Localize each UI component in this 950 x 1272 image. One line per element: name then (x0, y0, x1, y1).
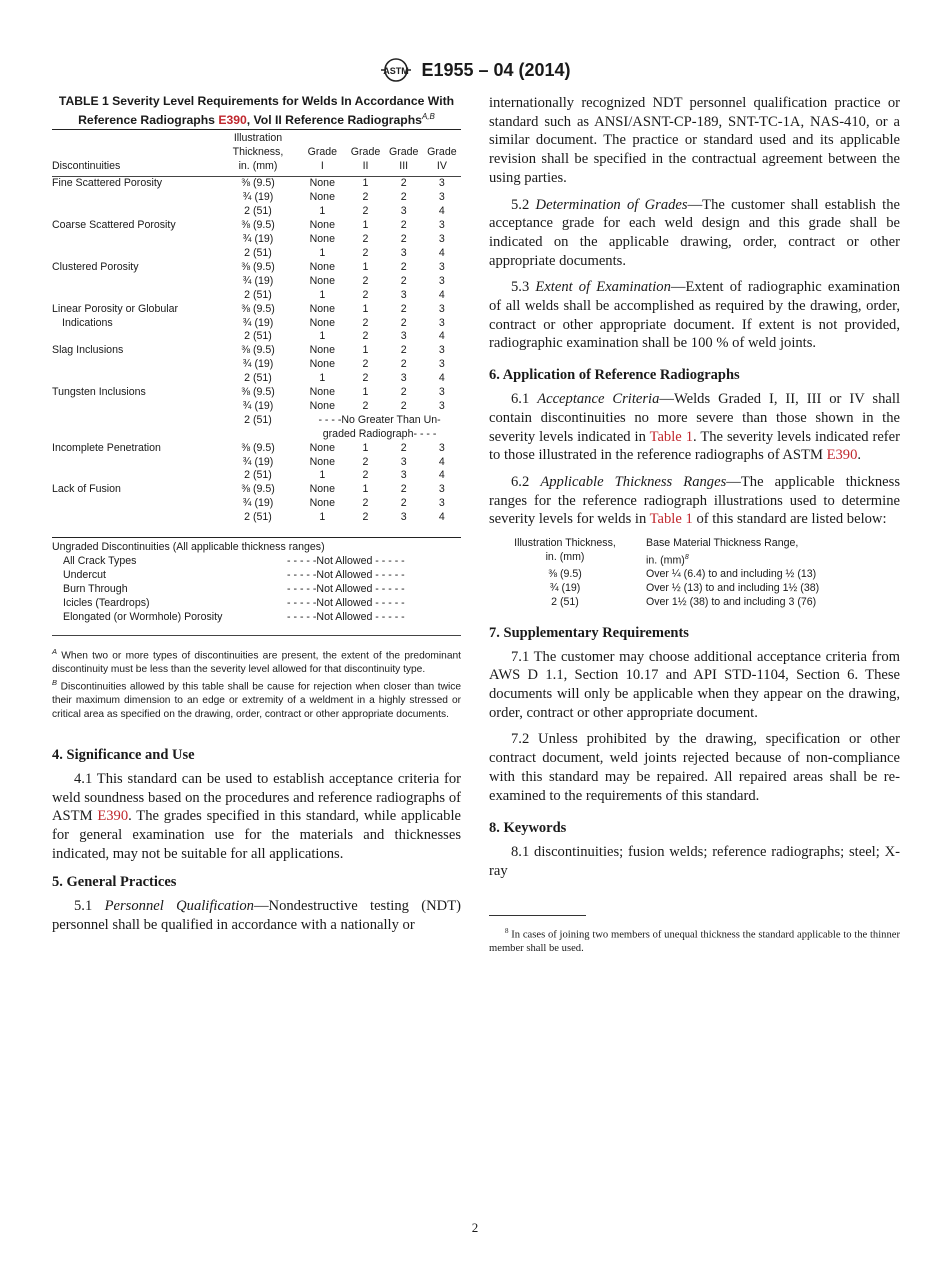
grade-3-value: 2 (400, 191, 407, 204)
ungraded-discontinuities (52, 537, 461, 635)
grade-4-value: 3 (438, 386, 445, 399)
discontinuity-name (52, 205, 218, 219)
grade-2-value: 2 (362, 330, 369, 343)
left-column (52, 94, 461, 935)
grade-1-value: 1 (319, 205, 326, 218)
grade-2-value: 2 (362, 205, 369, 218)
grade-3-value: 2 (400, 177, 407, 190)
grade-3-value: 2 (400, 483, 407, 496)
svg-text:ASTM: ASTM (383, 66, 410, 76)
grade-4-value: 3 (438, 177, 445, 190)
range-row: 2 (51) Over 1½ (38) to and including 3 (76) (551, 595, 817, 608)
table-row (52, 358, 461, 372)
grade-1-value: None (309, 191, 335, 204)
grade-1-value: 1 (319, 246, 326, 259)
table-row (52, 442, 461, 456)
discontinuity-name: Linear Porosity or Globular (52, 302, 179, 315)
table-row (52, 191, 461, 205)
grade-3-value: 2 (400, 302, 407, 315)
grade-4-value: 3 (438, 191, 445, 204)
section-6-heading: 6. Application of Reference Radiographs (489, 367, 740, 384)
col-grade-2: Grade II (346, 130, 384, 177)
illustration-thickness: ⅜ (9.5) (241, 260, 275, 273)
severity-table-body (52, 177, 461, 537)
illustration-thickness: 2 (51) (244, 330, 272, 343)
grade-4-value: 3 (438, 302, 445, 315)
grade-1-value: None (309, 219, 335, 232)
discontinuity-name (52, 330, 218, 344)
table-row (52, 483, 461, 497)
grade-4-value: 4 (438, 288, 445, 301)
table-row (52, 344, 461, 358)
astm-logo-icon (379, 55, 413, 85)
illustration-thickness: 2 (51) (244, 288, 272, 301)
grade-2-value: 2 (362, 316, 369, 329)
grade-3-value: 3 (400, 246, 407, 259)
grade-3-value: 3 (400, 372, 407, 385)
grade-2-value: 1 (362, 219, 369, 232)
e390-link[interactable]: E390 (826, 447, 858, 464)
table-row (52, 177, 461, 191)
grade-1-value: None (309, 274, 335, 287)
col-grade-1: Grade I (298, 130, 346, 177)
grade-3-value: 2 (400, 316, 407, 329)
discontinuity-name: Lack of Fusion (52, 483, 121, 496)
illustration-thickness: ⅜ (9.5) (241, 177, 275, 190)
discontinuity-name (52, 358, 218, 372)
grade-3-value: 3 (400, 469, 407, 482)
grade-4-value: 4 (438, 372, 445, 385)
illustration-thickness: 2 (51) (244, 205, 272, 218)
range-row: ¾ (19) Over ½ (13) to and including 1½ (38) (549, 581, 820, 594)
illustration-thickness: ⅜ (9.5) (241, 386, 275, 399)
grade-1-value: None (309, 483, 335, 496)
section-5-heading: 5. General Practices (52, 874, 177, 891)
table-row (52, 386, 461, 400)
grade-3-value: 3 (400, 455, 407, 468)
table-row (52, 469, 461, 483)
grade-4-value: 3 (438, 219, 445, 232)
discontinuity-name: Fine Scattered Porosity (52, 177, 163, 190)
footnote-divider (489, 915, 586, 916)
discontinuity-name (52, 469, 218, 483)
grade-3-value: 2 (400, 274, 407, 287)
ungraded-item: Elongated (or Wormhole) Porosity - - - - -Not Allowed - - - - - (63, 610, 405, 623)
discontinuity-name (52, 289, 218, 303)
grade-4-value: 3 (438, 483, 445, 496)
paragraph-5-1-continued: internationally recognized NDT personnel qualification practice or standard such as ANSI/ASNT-CP-189, SNT-TC-1A, NAS-410, or a similar document. The practice or standard used and its applicable revision shall be specified in the contractual agreement between the using parties. (489, 95, 900, 186)
grade-2-value: 2 (362, 274, 369, 287)
table-row (52, 247, 461, 261)
table-row (52, 233, 461, 247)
grade-4-value: 3 (438, 358, 445, 371)
grade-4-value: 4 (438, 205, 445, 218)
grade-3-value: 3 (400, 288, 407, 301)
section-8-heading: 8. Keywords (489, 820, 567, 837)
grade-3-value: 2 (400, 358, 407, 371)
table-row (52, 497, 461, 511)
paragraph-6-1: 6.1 Acceptance Criteria—Welds Graded I, II, III or IV shall contain discontinuities no more severe than those shown in the severity levels indicated in Table 1. The severity levels indicated refer to those illustrated in the reference radiographs of ASTM E390. (489, 391, 901, 464)
grade-4-value: 4 (438, 330, 445, 343)
illustration-thickness: ¾ (19) (242, 233, 274, 246)
right-column (489, 94, 900, 956)
grade-3-value: 2 (400, 344, 407, 357)
discontinuity-name (52, 456, 218, 470)
illustration-thickness: ⅜ (9.5) (241, 219, 275, 232)
discontinuity-name (52, 414, 218, 442)
grade-4-value: 3 (438, 316, 445, 329)
ungraded-item: Undercut - - - - -Not Allowed - - - - - (63, 568, 405, 581)
grade-3-value: 2 (400, 386, 407, 399)
paragraph-7-2: 7.2 Unless prohibited by the drawing, specification or other contract document, weld joints rejected because of non-compliance with this standard may be repaired. All repaired areas shall be re-examined to the requirements of this standard. (489, 731, 900, 804)
illustration-thickness: ¾ (19) (242, 455, 274, 468)
illustration-thickness: 2 (51) (244, 469, 272, 482)
grade-1-value: None (309, 302, 335, 315)
table-row (52, 275, 461, 289)
grade-2-value: 2 (362, 497, 369, 510)
grade-2-value: 1 (362, 177, 369, 190)
grade-2-value: 1 (362, 302, 369, 315)
grade-3-value: 2 (400, 219, 407, 232)
grade-3-value: 2 (400, 399, 407, 412)
paragraph-7-1: 7.1 The customer may choose additional acceptance criteria from AWS D 1.1, Section 10.17 and API STD-1104, Section 6. These documents will only be applicable when they appear on the drawing, order, contract or other appropriate document. (489, 648, 900, 721)
grade-4-value: 3 (438, 399, 445, 412)
discontinuity-name (52, 247, 218, 261)
col-grade-4: Grade IV (423, 130, 461, 177)
illustration-thickness: ¾ (19) (242, 358, 274, 371)
thickness-range-table (489, 537, 900, 610)
paragraph-6-2: 6.2 Applicable Thickness Ranges—The applicable thickness ranges for the reference radiograph illustrations used to determine severity levels for welds in Table 1 of this standard are listed below: (489, 473, 901, 528)
grade-1-value: None (309, 441, 335, 454)
illustration-thickness: ⅜ (9.5) (241, 483, 275, 496)
illustration-thickness: ¾ (19) (242, 316, 274, 329)
grade-1-value: None (309, 497, 335, 510)
grade-2-value: 1 (362, 386, 369, 399)
discontinuity-name (52, 233, 218, 247)
grade-4-value: 3 (438, 344, 445, 357)
paragraph-8-1: 8.1 discontinuities; fusion welds; reference radiographs; steel; X-ray (489, 844, 900, 879)
grade-2-value: 1 (362, 441, 369, 454)
table-row (52, 372, 461, 386)
grade-1-value: None (309, 455, 335, 468)
illustration-thickness: ⅜ (9.5) (241, 441, 275, 454)
grade-3-value: 3 (400, 205, 407, 218)
grade-2-value: 2 (362, 372, 369, 385)
footnote-a: $^A$ When two or more types of discontinuities are present, the extent of the predominant discontinuity must be less than the severity level allowed for that discontinuity type. (52, 646, 461, 675)
grade-1-value: 1 (319, 469, 326, 482)
table-row (52, 205, 461, 219)
grade-1-value: None (309, 233, 335, 246)
grade-2-value: 1 (362, 344, 369, 357)
grade-1-value: None (309, 177, 335, 190)
grade-3-value: 3 (400, 511, 407, 524)
grade-4-value: 4 (438, 469, 445, 482)
illustration-thickness: ¾ (19) (242, 191, 274, 204)
illustration-thickness: ⅜ (9.5) (241, 302, 275, 315)
table-row (52, 511, 461, 537)
grade-3-value: 2 (400, 233, 407, 246)
discontinuity-name: Incomplete Penetration (52, 441, 161, 454)
discontinuity-name: Tungsten Inclusions (52, 386, 146, 399)
grade-1-value: 1 (319, 372, 326, 385)
col-grade-3: Grade III (385, 130, 423, 177)
discontinuity-name (52, 372, 218, 386)
grade-2-value: 2 (362, 288, 369, 301)
ungraded-heading: Ungraded Discontinuities (All applicable thickness ranges) (52, 541, 325, 554)
table-row (52, 456, 461, 470)
grade-1-value: None (309, 386, 335, 399)
grade-2-value: 2 (362, 358, 369, 371)
grade-1-value: None (309, 344, 335, 357)
footnote-b: $^B$ Discontinuities allowed by this table shall be cause for rejection when closer than twice their maximum dimension to an edge or extremity of a weldment in a highly stressed or critical area as specified on the drawing, order, contract or other appropriate documents. (52, 678, 461, 721)
table-row (52, 219, 461, 233)
illustration-thickness: ¾ (19) (242, 399, 274, 412)
section-7-heading: 7. Supplementary Requirements (489, 624, 689, 641)
page-number: 2 (471, 1220, 479, 1235)
table-header-row (52, 130, 461, 177)
table-row (52, 261, 461, 275)
grade-2-value: 2 (362, 469, 369, 482)
ungraded-item: Icicles (Teardrops) - - - - -Not Allowed - - - - - (63, 596, 405, 609)
col-discontinuities: Discontinuities (52, 130, 218, 177)
grade-3-value: 2 (400, 441, 407, 454)
grade-4-value: 3 (438, 274, 445, 287)
grade-2-value: 1 (362, 260, 369, 273)
footnote-8: $^8$ In cases of joining two members of unequal thickness the standard applicable to the thinner member shall be used. (489, 926, 900, 955)
illustration-thickness: 2 (51) (244, 511, 272, 524)
grade-2-value: 2 (362, 246, 369, 259)
grade-3-value: 2 (400, 497, 407, 510)
grade-1-value: 1 (319, 330, 326, 343)
grade-2-value: 2 (362, 455, 369, 468)
grade-1-value: None (309, 260, 335, 273)
table-row (52, 289, 461, 303)
table-1-link[interactable]: Table 1 (649, 511, 693, 528)
col-thickness: Illustration Thickness, in. (mm) (218, 130, 298, 177)
e390-link[interactable]: E390 (218, 113, 247, 128)
grade-4-value: 3 (438, 497, 445, 510)
document-designation: E1955 – 04 (2014) (421, 59, 571, 80)
table-1-title: TABLE 1 Severity Level Requirements for Welds In Accordance With Reference Radiographs E390, Vol II Reference Radiographs$^{A,B}$ (58, 94, 455, 128)
table-row (52, 303, 461, 317)
grade-2-value: 1 (362, 483, 369, 496)
ungraded-item: All Crack Types - - - - -Not Allowed - - - - - (63, 555, 405, 568)
table-footnotes (52, 645, 461, 722)
table-row (52, 414, 461, 442)
illustration-thickness: 2 (51) (244, 246, 272, 259)
illustration-thickness: ⅜ (9.5) (241, 344, 275, 357)
paragraph-5-2: 5.2 Determination of Grades—The customer shall establish the acceptance grade for each weld design and this grade shall be indicated on the applicable drawing, order, contract or other appropriate documents. (489, 196, 900, 269)
grade-4-value: 3 (438, 260, 445, 273)
grade-1-value: 1 (319, 288, 326, 301)
table-1-link[interactable]: Table 1 (649, 428, 693, 445)
grade-1-value: 1 (319, 511, 326, 524)
grade-note: - - - -No Greater Than Un- graded Radiograph- - - - (318, 413, 441, 440)
severity-table (52, 129, 461, 537)
discontinuity-name: Indications (62, 316, 113, 329)
grade-2-value: 2 (362, 399, 369, 412)
grade-3-value: 3 (400, 330, 407, 343)
section-4-heading: 4. Significance and Use (52, 746, 195, 763)
illustration-thickness: ¾ (19) (242, 497, 274, 510)
range-header: Illustration Thickness, in. (mm) Base Material Thickness Range, in. (mm)$^8$ (514, 537, 799, 567)
discontinuity-name (52, 497, 218, 511)
grade-4-value: 4 (438, 246, 445, 259)
grade-4-value: 4 (438, 455, 445, 468)
discontinuity-name (52, 191, 218, 205)
ungraded-item: Burn Through - - - - -Not Allowed - - - - - (63, 582, 405, 595)
range-row: ⅜ (9.5) Over ¼ (6.4) to and including ½ (13) (548, 568, 817, 581)
grade-2-value: 2 (362, 191, 369, 204)
grade-1-value: None (309, 399, 335, 412)
discontinuity-name (52, 400, 218, 414)
grade-2-value: 2 (362, 233, 369, 246)
paragraph-5-3: 5.3 Extent of Examination—Extent of radiographic examination of all welds shall be accomplished as required by the drawing, order, contract or other appropriate document. If extent is not provided, radiographic examination shall be 100 % of weld joints. (489, 279, 901, 352)
discontinuity-name: Slag Inclusions (52, 344, 124, 357)
paragraph-5-1: 5.1 Personnel Qualification—Nondestructive testing (NDT) personnel shall be qualified in accordance with a nationally or (52, 898, 461, 934)
discontinuity-name (52, 275, 218, 289)
table-row (52, 330, 461, 344)
table-row (52, 400, 461, 414)
e390-link[interactable]: E390 (97, 808, 129, 825)
grade-4-value: 3 (438, 441, 445, 454)
illustration-thickness: 2 (51) (244, 372, 272, 385)
discontinuity-name (52, 511, 218, 537)
discontinuity-name: Coarse Scattered Porosity (52, 219, 176, 232)
illustration-thickness: ¾ (19) (242, 274, 274, 287)
paragraph-4-1: 4.1 This standard can be used to establish acceptance criteria for weld soundness based on the procedures and reference radiographs of ASTM E390. The grades specified in this standard, while applicable for general examination use for the materials and thicknesses indicated, may not be suitable for all applications. (52, 770, 461, 862)
grade-1-value: None (309, 316, 335, 329)
illustration-thickness: 2 (51) (244, 413, 272, 426)
grade-4-value: 3 (438, 233, 445, 246)
grade-4-value: 4 (438, 511, 445, 524)
discontinuity-name: Clustered Porosity (52, 260, 139, 273)
page-header (0, 55, 950, 85)
grade-1-value: None (309, 358, 335, 371)
table-row (52, 317, 461, 331)
grade-3-value: 2 (400, 260, 407, 273)
grade-2-value: 2 (362, 511, 369, 524)
